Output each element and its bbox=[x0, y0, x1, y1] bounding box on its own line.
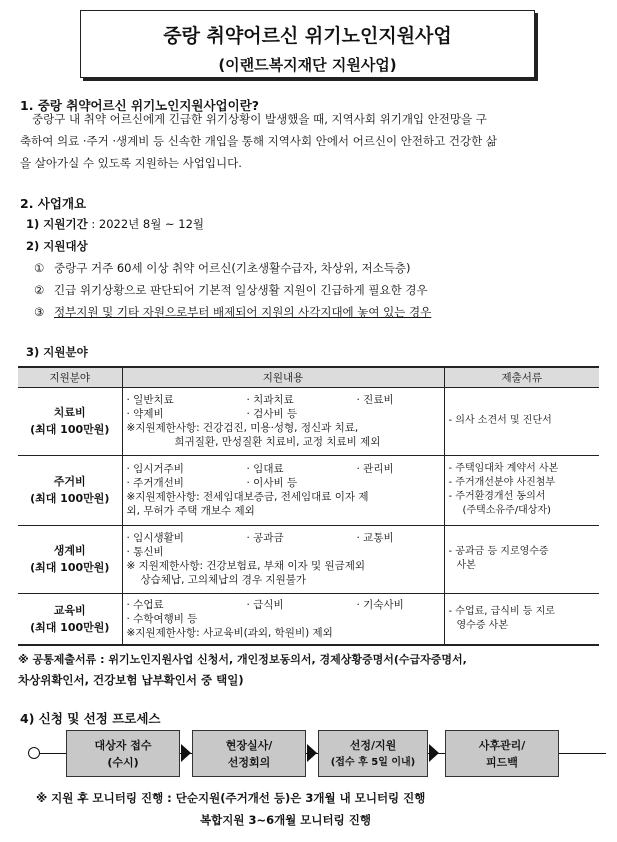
common-docs-line: 차상위확인서, 건강보험 납부확인서 중 택일) bbox=[18, 673, 244, 687]
target-num: ③ bbox=[34, 305, 45, 319]
item: · 임대료 bbox=[246, 463, 284, 475]
section1-heading: 1. 중랑 취약어르신 위기노인지원사업이란? bbox=[20, 98, 260, 113]
item: · 검사비 등 bbox=[246, 408, 298, 420]
content-cell bbox=[122, 525, 444, 593]
item-line bbox=[127, 476, 440, 490]
step-sub: 선정회의 bbox=[227, 755, 271, 769]
period-row bbox=[26, 216, 204, 232]
process-start-circle bbox=[28, 747, 40, 759]
common-docs-note bbox=[18, 649, 608, 691]
target-item bbox=[34, 282, 428, 298]
doc-line: - 주택임대차 계약서 사본 bbox=[448, 463, 559, 474]
item: · 임시거주비 bbox=[126, 463, 184, 475]
monitoring-note: ※ 지원 후 모니터링 진행 : 단순지원(주거개선 등)은 3개월 내 모니터링 진행 bbox=[36, 791, 426, 805]
arrow-right-icon bbox=[181, 744, 191, 762]
target-item bbox=[34, 304, 431, 320]
section2-heading: 2. 사업개요 bbox=[20, 196, 87, 211]
support-table bbox=[18, 366, 599, 646]
limit-note: ※ 지원제한사항: 건강보험료, 부채 이자 및 원금제외 bbox=[126, 560, 366, 572]
item-line bbox=[127, 531, 440, 545]
target-item bbox=[34, 260, 410, 276]
item: · 관리비 bbox=[356, 463, 394, 475]
header-field: 지원분야 bbox=[18, 367, 122, 387]
item: · 통신비 bbox=[126, 546, 164, 558]
field-cell bbox=[18, 593, 122, 645]
section1-paragraph bbox=[20, 108, 602, 174]
item bbox=[247, 545, 357, 559]
table-row bbox=[18, 387, 599, 455]
doc-line: - 수업료, 급식비 등 지로 bbox=[448, 605, 555, 617]
field-name: 생계비 bbox=[53, 544, 86, 557]
item: · 기숙사비 bbox=[356, 598, 404, 611]
item: · 치과치료 bbox=[246, 394, 294, 406]
header-content: 지원내용 bbox=[122, 367, 444, 387]
item-line bbox=[127, 393, 440, 407]
doc-line: - 의사 소견서 및 진단서 bbox=[448, 415, 552, 426]
doc-line: - 공과금 등 지로영수증 bbox=[448, 546, 549, 557]
limit-note: ※지원제한사항: 전세임대보증금, 전세임대료 이자 제 bbox=[126, 491, 369, 503]
item: · 일반치료 bbox=[126, 394, 174, 406]
field-limit: (최대 100만원) bbox=[30, 561, 110, 574]
limit-note-cont: 상습체납, 고의체납의 경우 지원불가 bbox=[140, 574, 306, 586]
process-step bbox=[192, 730, 306, 777]
table-row bbox=[18, 593, 599, 645]
step-title: 현장실사/ bbox=[225, 738, 273, 752]
item: · 약제비 bbox=[126, 408, 164, 420]
page-subtitle: (이랜드복지재단 지원사업) bbox=[218, 56, 397, 74]
field-cell bbox=[18, 387, 122, 455]
item-line bbox=[127, 612, 440, 626]
item: · 교통비 bbox=[356, 532, 394, 544]
step-sub: 피드백 bbox=[486, 755, 518, 769]
target-text: 정부지원 및 기타 자원으로부터 배제되어 지원의 사각지대에 놓여 있는 경우 bbox=[54, 305, 432, 319]
docs-cell bbox=[444, 525, 599, 593]
arrow-right-icon bbox=[307, 744, 317, 762]
content-cell bbox=[122, 387, 444, 455]
section1-line: 중랑구 내 취약 어르신에게 긴급한 위기상황이 발생했을 때, 지역사회 위기개입 안전망을 구 bbox=[32, 112, 487, 126]
arrow-right-icon bbox=[429, 744, 439, 762]
item-line bbox=[127, 462, 440, 476]
common-docs-line: ※ 공통제출서류 : 위기노인지원사업 신청서, 개인정보동의서, 경제상황증명서(수급자증명서, bbox=[18, 653, 467, 666]
process-heading: 4) 신청 및 선정 프로세스 bbox=[20, 711, 161, 726]
docs-cell bbox=[444, 387, 599, 455]
field-limit: (최대 100만원) bbox=[30, 423, 110, 436]
limit-note-cont: 외, 무허가 주택 개보수 제외 bbox=[126, 505, 255, 517]
period-value: : 2022년 8월 ~ 12월 bbox=[91, 217, 205, 231]
doc-line: - 주거개선분야 사진첨부 bbox=[448, 477, 556, 488]
field-cell bbox=[18, 525, 122, 593]
doc-line: (주택소유주/대상자) bbox=[462, 505, 551, 516]
field-limit: (최대 100만원) bbox=[30, 620, 110, 634]
field-name: 치료비 bbox=[53, 406, 86, 419]
item-line bbox=[127, 407, 440, 421]
target-heading: 2) 지원대상 bbox=[26, 239, 88, 253]
section1-line: 을 살아가실 수 있도록 지원하는 사업입니다. bbox=[20, 156, 242, 170]
limit-note: ※지원제한사항: 사교육비(과외, 학원비) 제외 bbox=[126, 626, 333, 639]
item-line bbox=[127, 545, 440, 559]
item: · 임시생활비 bbox=[126, 532, 184, 544]
item: · 급식비 bbox=[246, 598, 284, 611]
target-num: ① bbox=[34, 261, 45, 275]
section1-line: 축하여 의료 ·주거 ·생계비 등 신속한 개입을 통해 지역사회 안에서 어르신이 안전하고 건강한 삶 bbox=[20, 134, 497, 148]
doc-line: - 주거환경개선 동의서 bbox=[448, 491, 546, 502]
doc-line: 사본 bbox=[456, 560, 476, 571]
step-sub: (접수 후 5일 이내) bbox=[330, 756, 416, 768]
field-limit: (최대 100만원) bbox=[30, 492, 110, 505]
field-cell bbox=[18, 455, 122, 525]
docs-cell bbox=[444, 455, 599, 525]
table-row bbox=[18, 525, 599, 593]
field-name: 주거비 bbox=[53, 475, 86, 488]
content-cell bbox=[122, 593, 444, 645]
step-title: 선정/지원 bbox=[349, 738, 397, 752]
target-text: 중랑구 거주 60세 이상 취약 어르신(기초생활수급자, 차상위, 저소득층) bbox=[54, 261, 411, 275]
target-text: 긴급 위기상황으로 판단되어 기본적 일상생활 지원이 긴급하게 필요한 경우 bbox=[54, 283, 428, 297]
item: · 수업료 bbox=[126, 598, 164, 611]
step-title: 대상자 접수 bbox=[94, 738, 152, 752]
item: · 진료비 bbox=[356, 394, 394, 406]
limit-note-cont: 희귀질환, 만성질환 치료비, 교정 치료비 제외 bbox=[174, 436, 381, 448]
field-heading: 3) 지원분야 bbox=[26, 345, 88, 359]
monitoring-note-cont: 복합지원 3~6개월 모니터링 진행 bbox=[200, 813, 371, 827]
step-title: 사후관리/ bbox=[478, 738, 526, 752]
step-sub: (수시) bbox=[107, 755, 139, 769]
page-title: 중랑 취약어르신 위기노인지원사업 bbox=[163, 25, 452, 47]
item: · 수학여행비 등 bbox=[126, 612, 198, 625]
table-header-row bbox=[18, 367, 599, 387]
process-step bbox=[66, 730, 180, 777]
item bbox=[247, 612, 357, 626]
target-num: ② bbox=[34, 283, 45, 297]
table-row bbox=[18, 455, 599, 525]
field-name: 교육비 bbox=[53, 603, 86, 617]
limit-note: ※지원제한사항: 건강검진, 미용·성형, 정신과 치료, bbox=[126, 422, 359, 434]
content-cell bbox=[122, 455, 444, 525]
doc-line: 영수증 사본 bbox=[456, 619, 508, 631]
docs-cell bbox=[444, 593, 599, 645]
header-docs: 제출서류 bbox=[444, 367, 599, 387]
title-box bbox=[80, 10, 535, 78]
item: · 주거개선비 bbox=[126, 477, 184, 489]
process-step bbox=[445, 730, 559, 777]
item-line bbox=[127, 598, 440, 612]
item: · 공과금 bbox=[246, 532, 284, 544]
process-step bbox=[318, 730, 428, 777]
item: · 이사비 등 bbox=[246, 477, 298, 489]
period-label: 1) 지원기간 bbox=[26, 217, 88, 231]
